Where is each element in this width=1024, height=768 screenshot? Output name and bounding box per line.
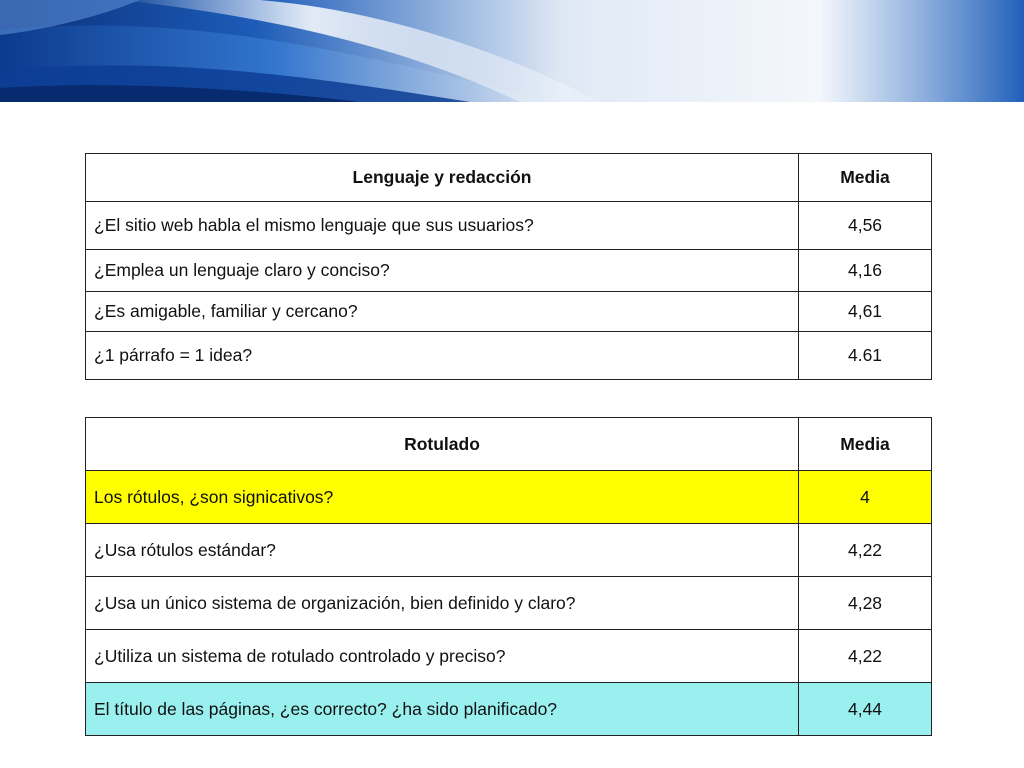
column-header-media: Media bbox=[799, 418, 932, 471]
table-row bbox=[86, 630, 932, 683]
table-lenguaje-redaccion bbox=[85, 153, 932, 380]
question-cell: ¿1 párrafo = 1 idea? bbox=[86, 332, 799, 380]
table-header-row bbox=[86, 154, 932, 202]
media-cell: 4,44 bbox=[799, 683, 932, 736]
question-cell: El título de las páginas, ¿es correcto? ¿ha sido planificado? bbox=[86, 683, 799, 736]
column-header-media: Media bbox=[799, 154, 932, 202]
media-cell: 4,16 bbox=[799, 250, 932, 292]
table-row bbox=[86, 332, 932, 380]
table-row bbox=[86, 524, 932, 577]
question-cell: ¿Utiliza un sistema de rotulado controlado y preciso? bbox=[86, 630, 799, 683]
question-cell: ¿Emplea un lenguaje claro y conciso? bbox=[86, 250, 799, 292]
table-rotulado bbox=[85, 417, 932, 736]
question-cell: ¿El sitio web habla el mismo lenguaje que sus usuarios? bbox=[86, 202, 799, 250]
column-header-question: Lenguaje y redacción bbox=[86, 154, 799, 202]
question-cell: ¿Es amigable, familiar y cercano? bbox=[86, 292, 799, 332]
table-row bbox=[86, 202, 932, 250]
column-header-question: Rotulado bbox=[86, 418, 799, 471]
media-cell: 4,61 bbox=[799, 292, 932, 332]
question-cell: ¿Usa un único sistema de organización, bien definido y claro? bbox=[86, 577, 799, 630]
table-header-row bbox=[86, 418, 932, 471]
media-cell: 4 bbox=[799, 471, 932, 524]
header-banner bbox=[0, 0, 1024, 102]
table-row bbox=[86, 577, 932, 630]
media-cell: 4,22 bbox=[799, 630, 932, 683]
table-row bbox=[86, 250, 932, 292]
media-cell: 4,28 bbox=[799, 577, 932, 630]
media-cell: 4,22 bbox=[799, 524, 932, 577]
table-row-highlighted-yellow bbox=[86, 471, 932, 524]
question-cell: ¿Usa rótulos estándar? bbox=[86, 524, 799, 577]
question-cell: Los rótulos, ¿son signicativos? bbox=[86, 471, 799, 524]
banner-swoosh-graphic bbox=[0, 0, 1024, 102]
media-cell: 4,56 bbox=[799, 202, 932, 250]
table-row bbox=[86, 292, 932, 332]
table-row-highlighted-cyan bbox=[86, 683, 932, 736]
media-cell: 4.61 bbox=[799, 332, 932, 380]
